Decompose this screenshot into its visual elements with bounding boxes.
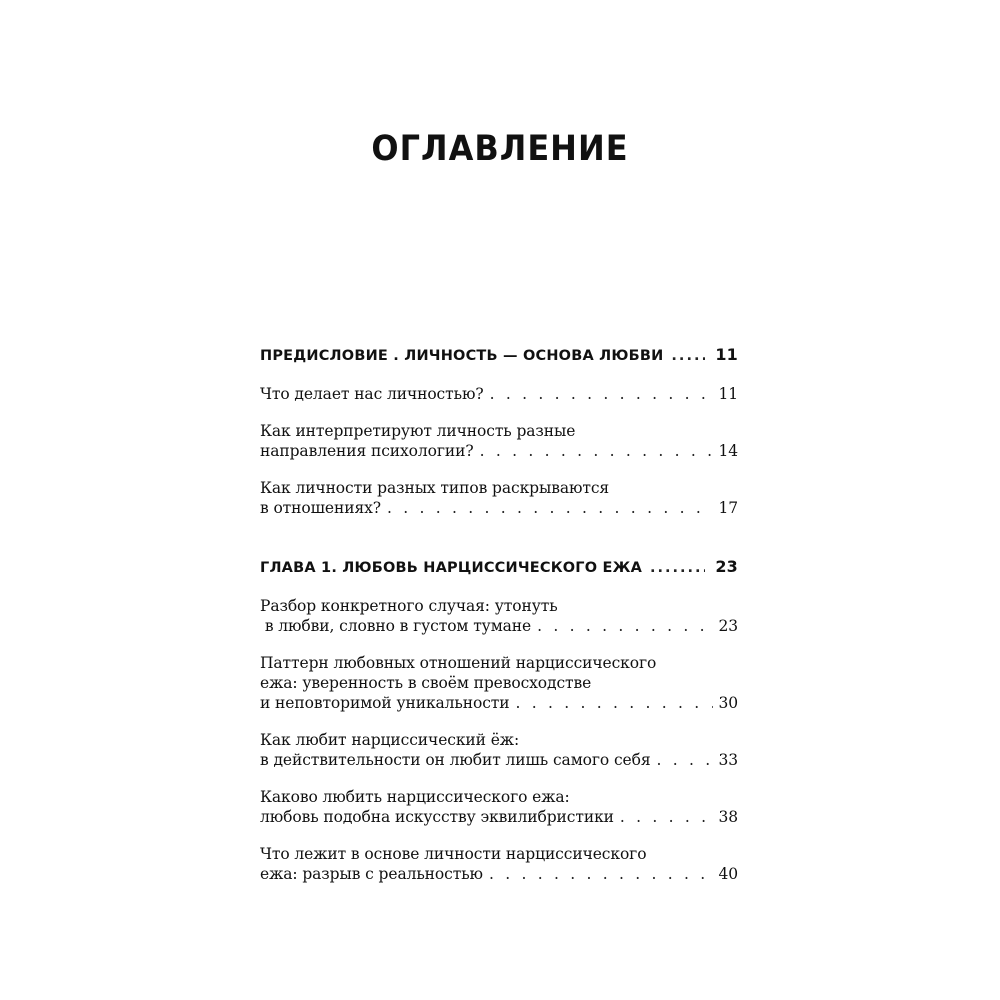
toc-chapter-1[interactable]	[260, 555, 738, 579]
entry-text-line: Что делает нас личностью?	[260, 385, 484, 403]
entry-page-number: 23	[718, 617, 738, 635]
entry-text-line: в действительности он любит лишь самого себя	[260, 751, 651, 769]
dot-leader	[490, 384, 713, 404]
entry-text-line: ежа: разрыв с реальностью	[260, 865, 483, 883]
toc-entry[interactable]	[260, 653, 738, 713]
entry-page-number: 17	[718, 499, 738, 517]
dot-leader	[537, 616, 713, 636]
entry-text-line: в любви, словно в густом тумане	[260, 617, 532, 635]
entry-page-number: 14	[718, 442, 738, 460]
entry-page-number: 30	[718, 694, 738, 712]
entry-text-line: Как личности разных типов раскрываются	[260, 479, 610, 497]
toc-entry[interactable]	[260, 730, 738, 770]
dot-leader	[671, 344, 705, 368]
dot-leader	[657, 750, 713, 770]
entry-page-number: 38	[718, 808, 738, 826]
dot-leader	[620, 807, 713, 827]
chapter-page-number: 11	[715, 345, 738, 364]
entry-text-line: Что лежит в основе личности нарциссического	[260, 845, 647, 863]
dot-leader	[480, 441, 713, 461]
toc-chapter-preface[interactable]	[260, 343, 738, 367]
entry-text-line: Каково любить нарциссического ежа:	[260, 788, 570, 806]
entry-text-line: Как любит нарциссический ёж:	[260, 731, 520, 749]
entry-page-number: 11	[718, 385, 738, 403]
entry-text-line: направления психологии?	[260, 442, 474, 460]
dot-leader	[650, 556, 705, 580]
entry-text-line: ежа: уверенность в своём превосходстве	[260, 674, 592, 692]
entry-page-number: 33	[718, 751, 738, 769]
entry-text-line: любовь подобна искусству эквилибристики	[260, 808, 614, 826]
toc-entry[interactable]	[260, 596, 738, 636]
entry-text-line: и неповторимой уникальности	[260, 694, 510, 712]
dot-leader	[516, 693, 713, 713]
toc-entry[interactable]	[260, 478, 738, 518]
toc-entry[interactable]	[260, 384, 738, 404]
chapter-page-number: 23	[715, 557, 738, 576]
chapter-title: ПРЕДИСЛОВИЕ . ЛИЧНОСТЬ — ОСНОВА ЛЮБВИ	[260, 348, 664, 364]
dot-leader	[387, 498, 713, 518]
entry-text-line: Паттерн любовных отношений нарциссического	[260, 654, 657, 672]
dot-leader	[489, 864, 713, 884]
chapter-title: ГЛАВА 1. ЛЮБОВЬ НАРЦИССИЧЕСКОГО ЕЖА	[260, 560, 642, 576]
toc-entry[interactable]	[260, 787, 738, 827]
entry-text-line: в отношениях?	[260, 499, 381, 517]
entry-text-line: Разбор конкретного случая: утонуть	[260, 597, 558, 615]
table-of-contents	[260, 343, 738, 884]
entry-page-number: 40	[718, 865, 738, 883]
page-title: ОГЛАВЛЕНИЕ	[371, 127, 629, 169]
toc-entry[interactable]	[260, 421, 738, 461]
toc-entry[interactable]	[260, 844, 738, 884]
entry-text-line: Как интерпретируют личность разные	[260, 422, 576, 440]
